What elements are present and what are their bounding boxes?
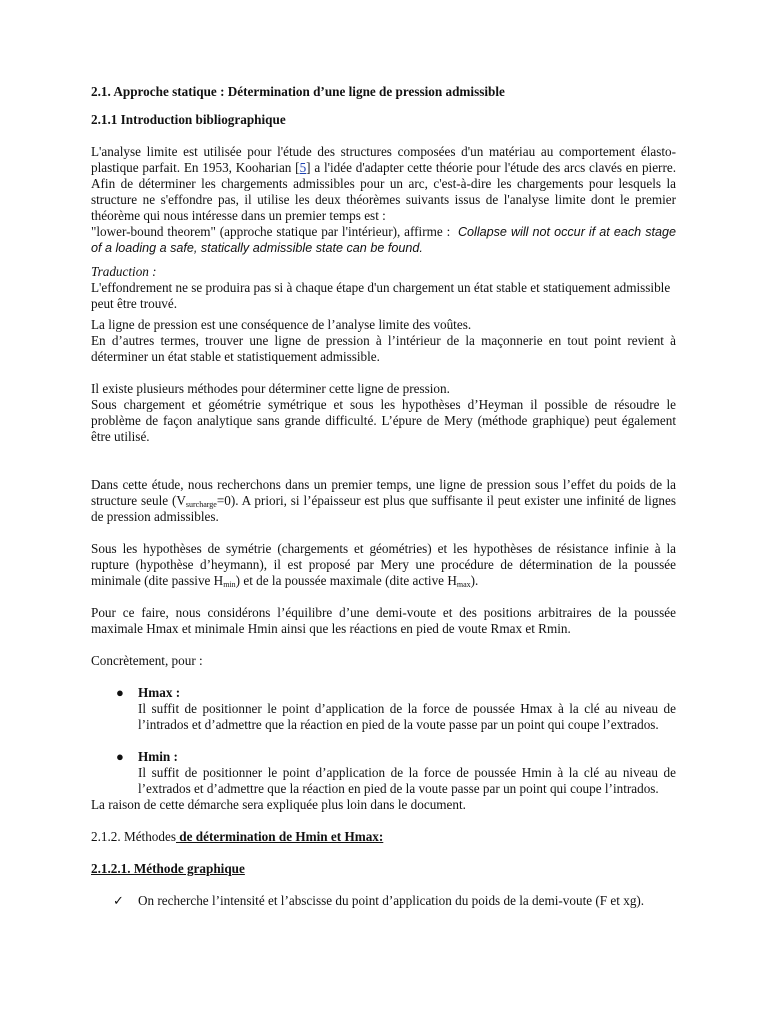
ligne-text: La ligne de pression est une conséquence de l’analyse limite des voûtes. — [91, 317, 472, 332]
etude-text-end: =0). A priori, si l’épaisseur est plus que suffisante il peut exister une infinité de lignes de pression admissibles. — [91, 493, 676, 524]
hypotheses-text-end: ). — [470, 573, 479, 588]
translation-label: Traduction : — [91, 264, 157, 279]
section-212-title: de détermination de Hmin et Hmax: — [175, 829, 384, 844]
translation-paragraph — [91, 264, 676, 312]
bullet-text-hmin: Il suffit de positionner le point d’application de la force de poussée Hmin à la clé au niveau de l’extrados et d’admettre que la réaction en pied de la voute passe par un point qui coupe l’intrados. — [138, 765, 676, 796]
faire-paragraph: Pour ce faire, nous considérons l’équilibre d’une demi-voute et des positions arbitraires de la poussée maximale Hmax et minimale Hmin ainsi que les réactions en pied de voute Rmax et Rmin. — [91, 605, 676, 636]
autres-text: En d’autres termes, trouver une ligne de pression à l’intérieur de la maçonnerie en tout point revient à déterminer un état stable et statistiquement admissible. — [91, 333, 676, 364]
min-subscript: min — [223, 580, 236, 589]
methodes-paragraph — [91, 381, 676, 445]
section-2121-heading: 2.1.2.1. Méthode graphique — [91, 861, 245, 876]
checkmark-icon: ✓ — [113, 893, 125, 908]
bullet-title-hmin: Hmin : — [138, 749, 178, 764]
etude-text-start: Dans cette étude, nous recherchons dans un premier temps, une ligne de pression sous l’effet du poids de la structure seule (V — [91, 477, 676, 508]
section-heading: 2.1. Approche statique : Détermination d’une ligne de pression admissible — [91, 84, 505, 99]
surcharge-subscript: surcharge — [185, 500, 217, 509]
max-subscript: max — [456, 580, 471, 589]
hypotheses-text-start: Sous les hypothèses de symétrie (chargements et géométries) et les hypothèses de résistance infinie à la rupture (hypothèse d’heymann), il est proposé par Mery une procédure de détermination de la poussée minimale (dite passive H — [91, 541, 676, 588]
intro-text-end: ] a l'idée d'adapter cette théorie pour l'étude des arcs clavés en pierre. Afin de déterminer les chargements admissibles pour un arc, c'est-à-dire les chargements pour lesquels la structure ne s'effondre pas, il utilise les deux théorèmes suivants issus de l'analyse limite dont le premier théorème qui nous intéresse dans un premier temps est : — [91, 160, 676, 223]
theorem-line: "lower-bound theorem" (approche statique par l'intérieur), affirme : — [91, 224, 451, 239]
bullet-dot-icon: ● — [116, 685, 124, 700]
section-212-number: 2.1.2. Méthodes — [91, 829, 176, 844]
theorem-quote: Collapse will not occur if at each stage of a loading a safe, statically admissible state can be found. — [91, 225, 676, 255]
document-page — [91, 84, 676, 909]
bullet-text-hmax: Il suffit de positionner le point d’application de la force de poussée Hmax à la clé au niveau de l’intrados et d’admettre que la réaction en pied de la voute passe par un point qui coupe l’extrados. — [138, 701, 676, 732]
list-item-hmin — [91, 749, 676, 797]
intro-paragraph — [91, 144, 676, 256]
checklist-item — [91, 893, 676, 909]
hypotheses-text-middle: ) et de la poussée maximale (dite active H — [235, 573, 457, 588]
translation-text: L'effondrement ne se produira pas si à chaque étape d'un chargement un état stable et statiquement admissible peut être trouvé. — [91, 280, 671, 311]
section-212-heading — [91, 829, 676, 845]
bullet-list — [91, 685, 676, 797]
concretement-paragraph: Concrètement, pour : — [91, 653, 203, 668]
reference-link[interactable]: 5 — [299, 160, 307, 175]
bullet-title-hmax: Hmax : — [138, 685, 181, 700]
list-item-hmax — [91, 685, 676, 733]
checklist-text: On recherche l’intensité et l’abscisse du point d’application du poids de la demi-voute (F et xg). — [138, 893, 645, 908]
intro-text-start: L'analyse limite est utilisée pour l'étude des structures composées d'un matériau au comportement élasto-plastique parfait. En 1953, Kooharian [ — [91, 144, 676, 175]
methodes-text-2: Sous chargement et géométrie symétrique et sous les hypothèses d’Heyman il possible de résoudre le problème de façon analytique sans grande difficulté. L’épure de Mery (méthode graphique) peut également être utilisé. — [91, 397, 676, 444]
hypotheses-paragraph — [91, 541, 676, 589]
methodes-text-1: Il existe plusieurs méthodes pour déterminer cette ligne de pression. — [91, 381, 450, 396]
ligne-paragraph — [91, 317, 676, 365]
etude-paragraph — [91, 477, 676, 525]
subsection-heading: 2.1.1 Introduction bibliographique — [91, 112, 286, 127]
bullet-dot-icon: ● — [116, 749, 124, 764]
raison-paragraph: La raison de cette démarche sera expliquée plus loin dans le document. — [91, 797, 466, 812]
